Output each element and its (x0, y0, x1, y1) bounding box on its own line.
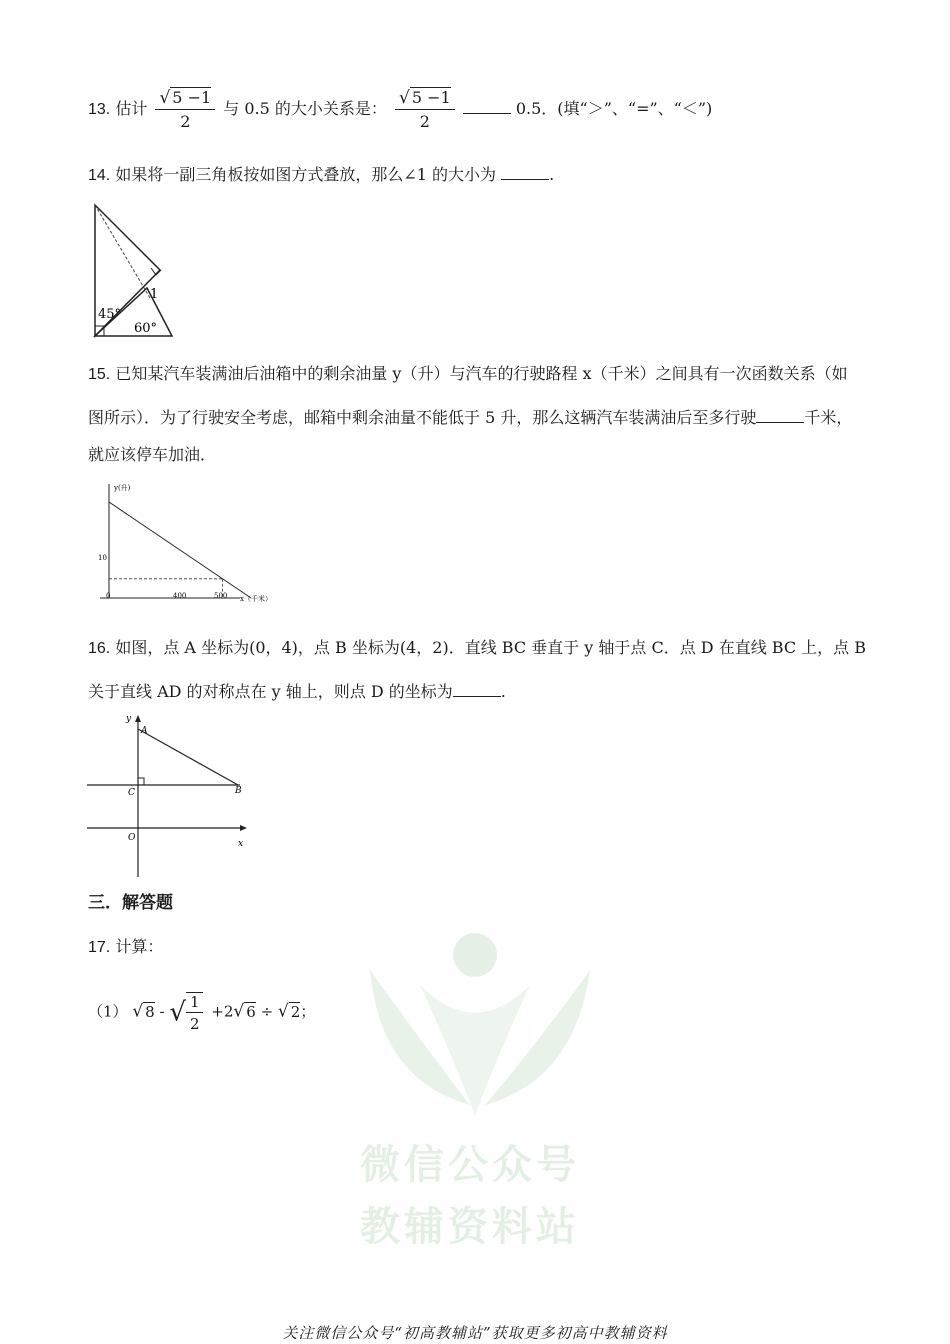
q17-half-denominator: 2 (189, 1015, 200, 1033)
chart-x-tick-500: 500 (214, 592, 228, 600)
q17-text: 计算： (115, 937, 164, 956)
chart-x-tick-0: 0 (106, 592, 111, 600)
q17-semicolon: ； (300, 1002, 316, 1021)
chart-x-tick-400: 400 (173, 592, 187, 600)
question-13 (88, 88, 712, 131)
question-14 (88, 162, 554, 185)
q16-segment-ab (138, 729, 238, 785)
q14-figure (90, 200, 180, 340)
question-17 (88, 934, 163, 957)
q13-text-2: 与 0.5 的大小关系是： (223, 99, 387, 118)
q13-text-1: 估计 (115, 99, 148, 118)
q14-text: 如果将一副三角板按如图方式叠放，那么∠1 的大小为 (115, 165, 497, 184)
q16-label-x: x (238, 839, 244, 849)
q14-number: 14. (88, 167, 111, 184)
q15-answer-blank[interactable] (756, 408, 804, 423)
q15-line-2a: 图所示）．为了行驶安全考虑，邮箱中剩余油量不能低于 5 升，那么这辆汽车装满油后至多行驶 (88, 408, 757, 427)
q13-text-3: 0.5．(填“＞”、“=”、“＜”) (515, 99, 713, 118)
q16-label-a: A (141, 726, 148, 736)
q13-answer-blank[interactable] (463, 99, 511, 114)
q17-number: 17. (88, 939, 111, 956)
q16-label-b: B (235, 786, 242, 796)
question-16-line-2 (88, 679, 506, 702)
question-15-line-2 (88, 405, 852, 428)
watermark-line-2: 教辅资料站 (360, 1204, 580, 1250)
chart-x-label: x（千米） (240, 595, 272, 603)
q14-angle-60-label: 60° (134, 321, 158, 336)
q17-divide: ÷ (260, 1002, 274, 1021)
q16-label-c: C (128, 788, 135, 798)
q14-angle-1-label: 1 (150, 287, 159, 302)
q14-angle-45-label: 45° (98, 307, 122, 322)
q17-sqrt-8: 8 (145, 1002, 155, 1021)
q16-number: 16. (88, 640, 111, 657)
watermark-line-1: 微信公众号 (360, 1142, 580, 1188)
page-footer: 关注微信公众号“初高教辅站”获取更多初高中教辅资料 (282, 1324, 668, 1342)
chart-y-label: y(升) (114, 484, 131, 492)
q15-line-3: 就应该停车加油． (88, 445, 217, 464)
q14-end: . (549, 165, 555, 184)
q15-line-2b: 千米， (804, 408, 853, 427)
q17-plus-2: +2 (211, 1002, 234, 1021)
q15-chart (90, 480, 280, 605)
q16-y-arrow-icon (135, 715, 141, 722)
q17-part-1: （1） √ 8 - √ $\frac{1}{2}$ +2√ 6 ÷ √ 2； (88, 993, 316, 1033)
q16-answer-blank[interactable] (453, 682, 501, 697)
q13-number: 13. (88, 101, 111, 118)
question-15-line-1 (88, 361, 848, 384)
q15-number: 15. (88, 366, 111, 383)
q16-label-y: y (126, 714, 132, 724)
q13-fraction-1: $\frac{√ 5 -1}{2}$ (155, 88, 215, 131)
q17-half-numerator: 1 (186, 993, 204, 1013)
q17-minus: - (159, 1002, 165, 1021)
chart-y-tick-10: 10 (98, 554, 107, 562)
q13-fraction-2: $\frac{√ 5 -1}{2}$ (395, 88, 455, 131)
section-3-heading: 三．解答题 (88, 893, 173, 913)
q13-frac2-numerator: 5 −1 (411, 88, 451, 107)
q13-frac2-denominator: 2 (419, 112, 430, 131)
q17-sqrt-2: 2 (290, 1002, 301, 1021)
q17-part-1-label: （1） (88, 1002, 128, 1021)
q16-figure (84, 712, 254, 882)
q16-label-o: O (128, 833, 136, 843)
q16-right-angle-mark (138, 778, 144, 785)
q16-line-1: 如图，点 A 坐标为(0，4)，点 B 坐标为(4，2)．直线 BC 垂直于 y 轴于点 C．点 D 在直线 BC 上，点 B (115, 638, 867, 657)
q13-frac-numerator: 5 −1 (172, 88, 212, 107)
q13-frac-denominator: 2 (180, 112, 191, 131)
question-15-line-3 (88, 442, 216, 465)
q17-sqrt-6: 6 (246, 1002, 256, 1021)
q15-line-1: 已知某汽车装满油后油箱中的剩余油量 y（升）与汽车的行驶路程 x（千米）之间具有一次函数关系（如 (115, 364, 848, 383)
chart-series-line (109, 502, 251, 598)
question-16-line-1 (88, 635, 866, 658)
q17-sqrt-half (186, 992, 204, 1033)
watermark-logo-icon (350, 930, 610, 1130)
q14-answer-blank[interactable] (501, 165, 549, 180)
q16-end: . (500, 682, 506, 701)
q16-line-2: 关于直线 AD 的对称点在 y 轴上，则点 D 的坐标为 (88, 682, 453, 701)
q16-x-arrow-icon (240, 825, 247, 831)
